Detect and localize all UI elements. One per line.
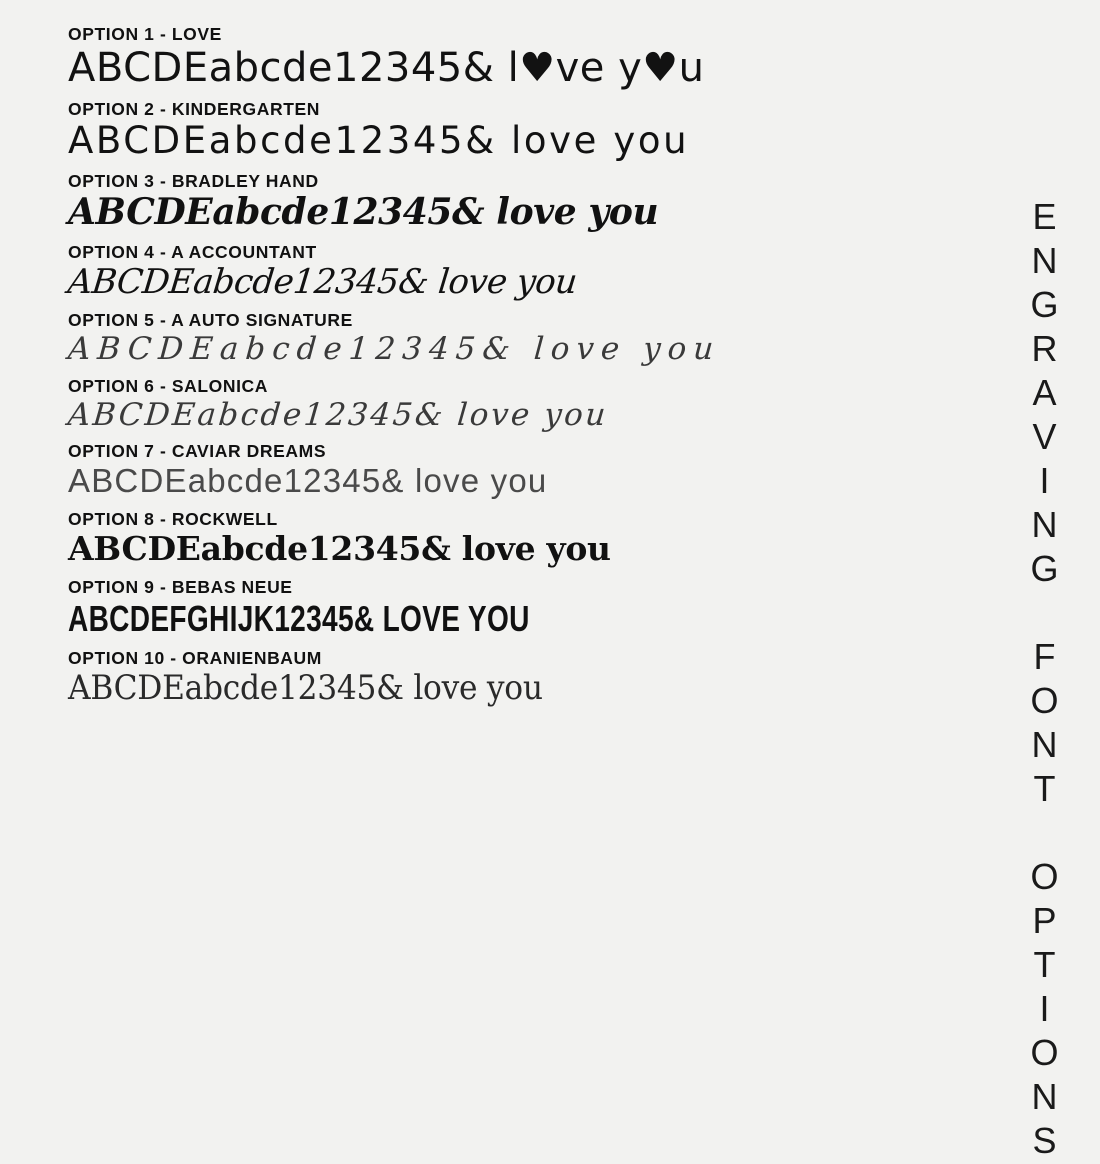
option-sample-text: ABCDEabcde12345& love you <box>68 190 659 233</box>
option-label: OPTION 1 - LOVE <box>68 24 222 44</box>
font-option-6 <box>68 376 958 432</box>
option-sample-text: ABCDEabcde12345& love you <box>68 119 690 162</box>
font-option-5 <box>68 310 958 366</box>
option-label: OPTION 7 - CAVIAR DREAMS <box>68 441 327 462</box>
option-label: OPTION 2 - KINDERGARTEN <box>68 99 321 119</box>
option-label: OPTION 3 - BRADLEY HAND <box>68 170 319 191</box>
option-sample-text: ABCDEabcde12345& love you <box>68 462 548 500</box>
font-option-2 <box>68 99 958 161</box>
font-option-10 <box>68 648 958 707</box>
option-sample-text: ABCDEabcde12345& love you <box>66 331 722 368</box>
option-sample-text: ABCDEabcde12345& love you <box>68 667 543 708</box>
option-sample-text: ABCDEFGHIJK12345& LOVE YOU <box>68 597 530 639</box>
option-sample-text: ABCDEabcde12345& love you <box>68 529 611 569</box>
font-option-4 <box>65 241 958 302</box>
option-label: OPTION 10 - ORANIENBAUM <box>68 647 322 668</box>
option-label: OPTION 9 - BEBAS NEUE <box>68 576 293 597</box>
option-label: OPTION 6 - SALONICA <box>68 375 269 396</box>
option-sample-text: ABCDEabcde12345& love you <box>65 261 579 302</box>
option-label: OPTION 4 - A ACCOUNTANT <box>68 241 317 262</box>
font-option-9 <box>68 577 958 638</box>
poster-vertical-title-text: ENGRAVING FONT OPTIONS <box>1024 196 1065 1164</box>
font-option-8 <box>68 509 958 567</box>
poster-vertical-title <box>1014 196 1074 1164</box>
font-option-list <box>65 24 958 716</box>
font-option-1 <box>68 24 958 89</box>
option-sample-text: ABCDEabcde12345& love you <box>66 396 610 433</box>
option-sample-text: ABCDEabcde12345& l♥ve y♥u <box>68 45 705 91</box>
font-option-3 <box>68 171 958 232</box>
option-label: OPTION 5 - A AUTO SIGNATURE <box>68 310 353 331</box>
option-label: OPTION 8 - ROCKWELL <box>68 509 278 530</box>
font-option-7 <box>68 441 958 499</box>
